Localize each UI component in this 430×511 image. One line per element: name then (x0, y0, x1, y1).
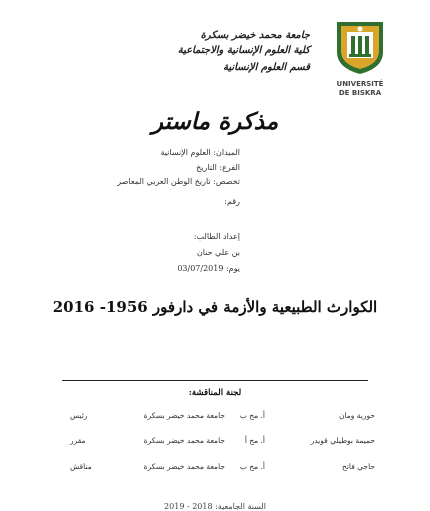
member-university: جامعة محمد خيضر بسكرة (143, 436, 225, 445)
member-name: حاجي فاتح (342, 462, 375, 471)
thesis-title: الكوارث الطبيعية والأزمة في دارفور 1956- 2016 (52, 298, 378, 316)
member-name: حميمة بوطيلي قويدر (310, 436, 375, 445)
branch-line: الفرع: التاريخ (196, 163, 240, 172)
committee-label: لجنة المناقشة: (188, 388, 242, 398)
committee-row (55, 462, 375, 476)
member-rank: أ. مح أ (244, 436, 265, 445)
defense-date: يوم: 03/07/2019 (177, 264, 240, 273)
member-role: مناقش (70, 462, 92, 471)
member-university: جامعة محمد خيضر بسكرة (143, 411, 225, 420)
department-name: قسم العلوم الإنسانية (222, 62, 310, 73)
specialty-line: تخصص: تاريخ الوطن العربي المعاصر (117, 177, 240, 186)
logo-line-1: UNIVERSITÉ (336, 80, 384, 88)
university-logo (325, 18, 395, 108)
member-university: جامعة محمد خيضر بسكرة (143, 462, 225, 471)
member-rank: أ. مح ب (239, 411, 265, 420)
number-line: رقم: (224, 197, 240, 206)
university-name: جامعة محمد خيضر بسكرة (200, 30, 310, 41)
prepared-by-label: إعداد الطالب: (193, 232, 240, 241)
committee-row (55, 411, 375, 425)
academic-year: السنة الجامعية: 2018 - 2019 (164, 502, 266, 511)
divider (62, 380, 368, 381)
faculty-name: كلية العلوم الإنسانية والاجتماعية (177, 45, 310, 56)
member-rank: أ. مح ب (239, 462, 265, 471)
member-role: مقرر (70, 436, 86, 445)
student-name: بن علي حنان (196, 248, 240, 257)
member-name: حورية ومان (338, 411, 375, 420)
member-role: رئيس (70, 411, 88, 420)
field-line: الميدان: العلوم الإنسانية (160, 148, 240, 157)
logo-line-2: DE BISKRA (338, 89, 382, 97)
document-title: مذكرة ماستر (151, 108, 279, 135)
committee-row (55, 436, 375, 450)
university-shield-icon (333, 18, 387, 76)
